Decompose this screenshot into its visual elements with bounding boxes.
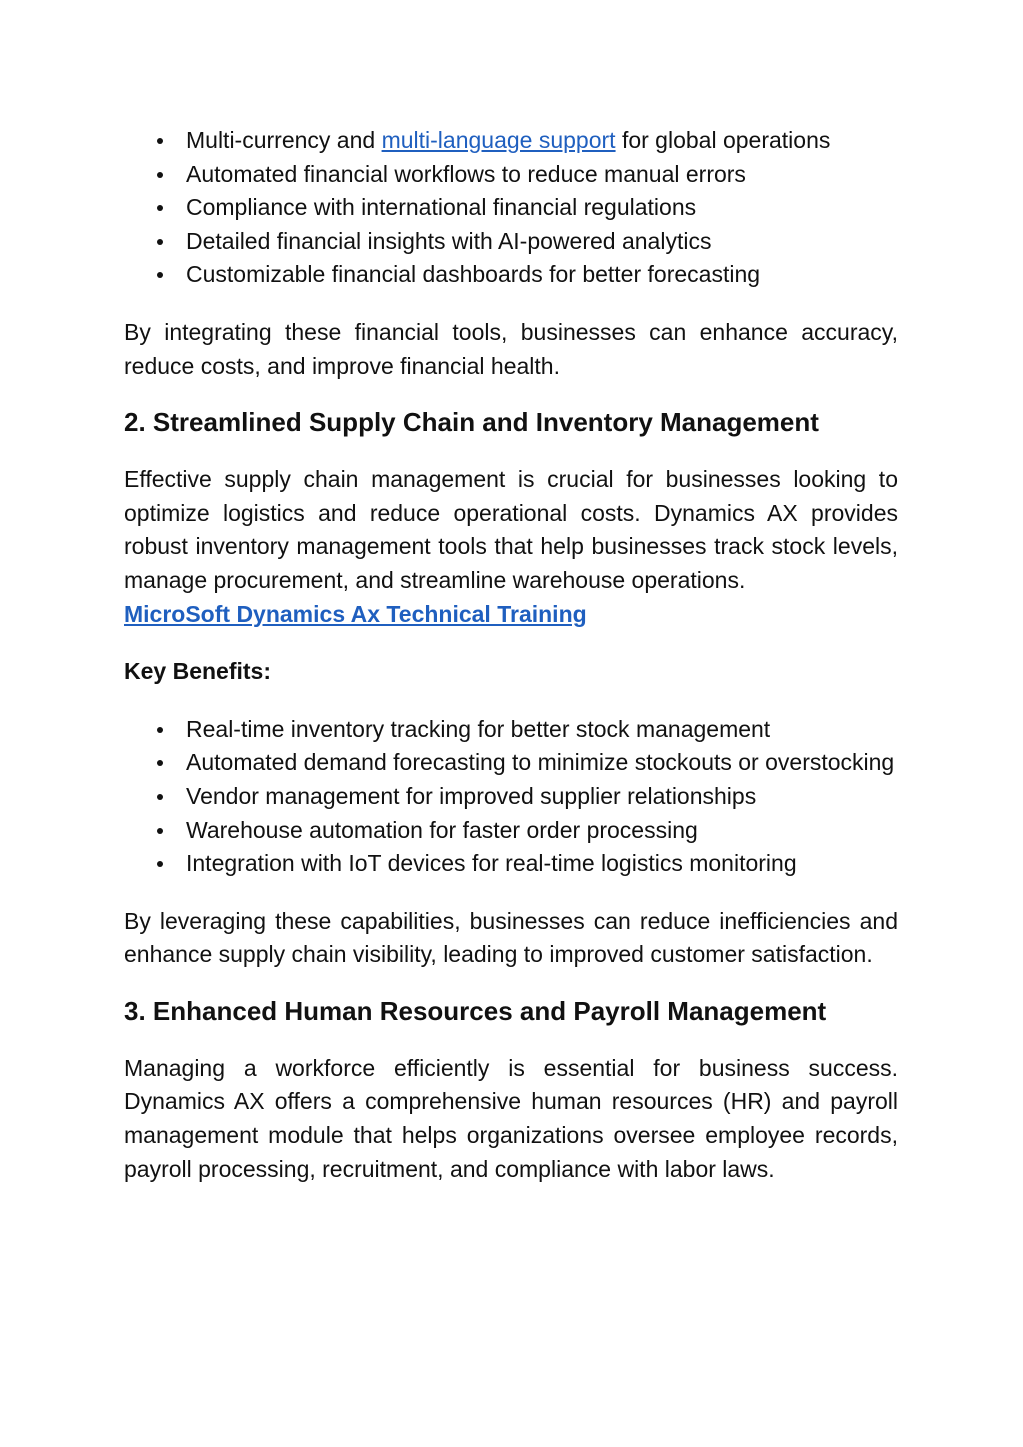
training-link-line (124, 598, 898, 632)
list-item-text: Multi-currency and (186, 127, 382, 153)
page-content (124, 124, 898, 1186)
list-item (124, 124, 898, 158)
financial-summary-paragraph: By integrating these financial tools, businesses can enhance accuracy, reduce costs, and improve financial health. (124, 318, 898, 379)
supply-chain-benefits-list (124, 713, 898, 881)
list-item: Automated financial workflows to reduce manual errors (124, 158, 898, 192)
supply-chain-paragraph: Effective supply chain management is crucial for businesses looking to optimize logistics and reduce operational costs. Dynamics AX provides robust inventory management tools that help businesses track stock levels, manage procurement, and streamline warehouse operations. (124, 466, 898, 593)
key-benefits-label: Key Benefits: (124, 658, 271, 685)
financial-features-list (124, 124, 898, 292)
list-item: Vendor management for improved supplier relationships (124, 780, 898, 814)
list-item: Warehouse automation for faster order processing (124, 814, 898, 848)
supply-chain-summary-paragraph: By leveraging these capabilities, businesses can reduce inefficiencies and enhance supply chain visibility, leading to improved customer satisfaction. (124, 907, 898, 968)
list-item: Automated demand forecasting to minimize stockouts or overstocking (124, 746, 898, 780)
dynamics-ax-training-link[interactable]: MicroSoft Dynamics Ax Technical Training (124, 600, 587, 627)
hr-payroll-paragraph: Managing a workforce efficiently is essential for business success. Dynamics AX offers a comprehensive human resources (HR) and payroll management module that helps organizations oversee employee records, payroll processing, recruitment, and compliance with labor laws. (124, 1054, 898, 1182)
section-heading-hr-payroll: 3. Enhanced Human Resources and Payroll Management (124, 995, 827, 1026)
list-item-text: for global operations (615, 127, 831, 153)
list-item: Real-time inventory tracking for better stock management (124, 713, 898, 747)
section-heading-supply-chain: 2. Streamlined Supply Chain and Inventory Management (124, 407, 819, 438)
list-item: Detailed financial insights with AI-powered analytics (124, 225, 898, 259)
list-item: Compliance with international financial regulations (124, 191, 898, 225)
list-item: Integration with IoT devices for real-time logistics monitoring (124, 847, 898, 881)
list-item: Customizable financial dashboards for better forecasting (124, 258, 898, 292)
multi-language-support-link[interactable]: multi-language support (381, 127, 616, 153)
